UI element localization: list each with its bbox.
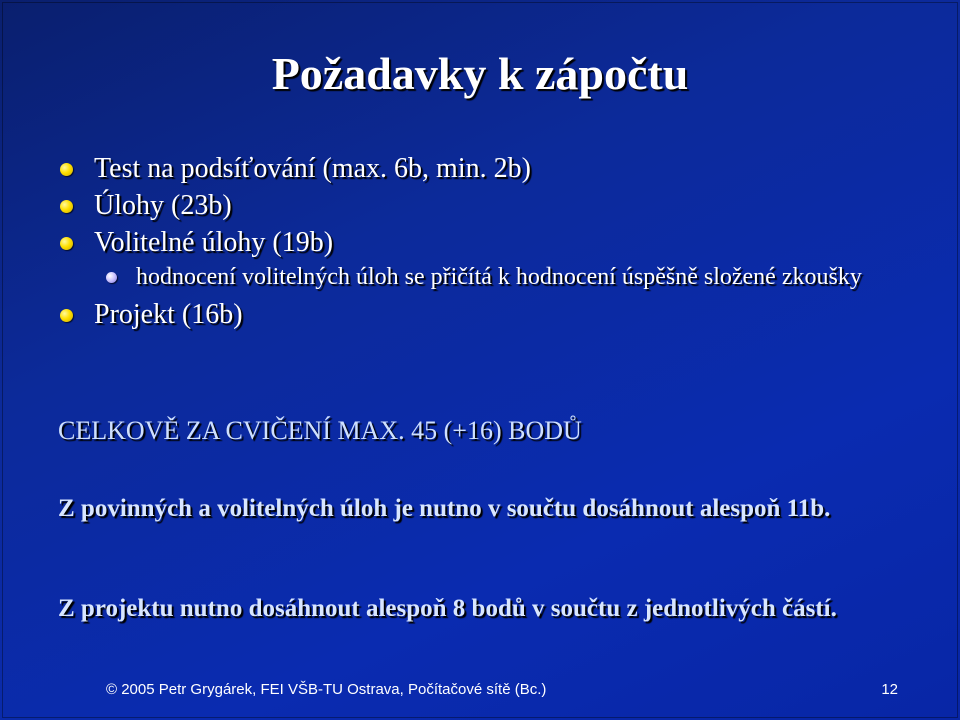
- bullet-dot-icon: [60, 200, 73, 213]
- bullet-dot-icon: [60, 309, 73, 322]
- slide-title: Požadavky k zápočtu: [271, 48, 689, 99]
- bullet-text: Úlohy (23b): [94, 190, 232, 221]
- bullet-text: Volitelné úlohy (19b): [94, 227, 334, 258]
- requirement-note-tasks: Z povinných a volitelných úloh je nutno v součtu dosáhnout alespoň 11b.: [58, 495, 831, 522]
- sub-bullet-text: hodnocení volitelných úloh se přičítá k hodnocení úspěšně složené zkoušky: [136, 264, 862, 290]
- slide-footer: [0, 679, 960, 703]
- footer-copyright: © 2005 Petr Grygárek, FEI VŠB-TU Ostrava, Počítačové sítě (Bc.): [106, 681, 547, 698]
- bullet-text: Test na podsíťování (max. 6b, min. 2b): [94, 153, 531, 184]
- requirement-note-project: Z projektu nutno dosáhnout alespoň 8 bodů v součtu z jednotlivých částí.: [58, 595, 837, 622]
- slide-number: 12: [881, 681, 898, 698]
- bullet-dot-icon: [60, 237, 73, 250]
- bullet-item: [56, 187, 916, 224]
- bullet-item: [56, 296, 916, 333]
- sub-bullet-dot-icon: [106, 272, 117, 283]
- bullet-item: [56, 224, 916, 261]
- bullet-text: Projekt (16b): [94, 299, 243, 330]
- bullet-dot-icon: [60, 163, 73, 176]
- sub-bullet-item: [56, 262, 916, 292]
- bullet-list: [56, 150, 916, 333]
- bullet-item: [56, 150, 916, 187]
- total-points: CELKOVĚ ZA CVIČENÍ MAX. 45 (+16) BODŮ: [58, 416, 582, 445]
